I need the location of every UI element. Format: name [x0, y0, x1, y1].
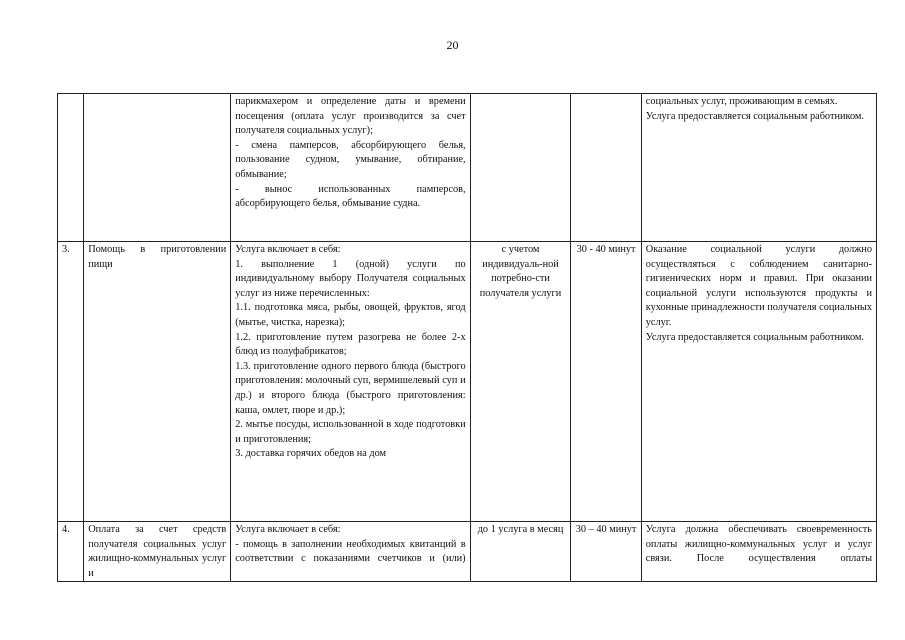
table-row-continuation — [58, 94, 877, 242]
cell-num: 3. — [58, 242, 84, 522]
cell-duration: 30 - 40 минут — [571, 242, 641, 522]
cell-volume: с учетом индивидуаль-ной потребно-сти получателя услуги — [470, 242, 571, 522]
cell-volume: до 1 услуга в месяц — [470, 522, 571, 582]
cell-num: 4. — [58, 522, 84, 582]
cell-conditions — [641, 522, 876, 582]
description-line: 1.2. приготовление путем разогрева не более 2-х блюд из полуфабрикатов; — [235, 331, 466, 358]
cell-description — [231, 94, 470, 242]
cell-service-name — [84, 94, 231, 242]
description-line: парикмахером и определение даты и времени посещения (оплата услуг производится за счет получателя социальных услуг); — [235, 96, 466, 137]
description-line: Услуга включает в себя: — [235, 244, 341, 255]
cell-description — [231, 242, 470, 522]
cell-description — [231, 522, 470, 582]
description-line: - вынос использованных памперсов, абсорбирующего белья, обмывание судна. — [235, 183, 466, 210]
conditions-line: социальных услуг, проживающим в семьях. — [645, 96, 838, 107]
cell-num — [58, 94, 84, 242]
conditions-line: Услуга должна обеспечивать своевременность оплаты жилищно-коммунальных услуг и услуг связи. После осуществления оплаты — [645, 524, 872, 565]
description-line: - смена памперсов, абсорбирующего белья, пользование судном, умывание, обтирание, обмывание; — [235, 139, 466, 180]
cell-conditions — [641, 242, 876, 522]
table-row-service-3 — [58, 242, 877, 522]
cell-conditions — [641, 94, 876, 242]
cell-service-name: Помощь в приготовлении пищи — [84, 242, 231, 522]
conditions-line: Услуга предоставляется социальным работником. — [645, 110, 864, 122]
description-line: 1.3. приготовление одного первого блюда (быстрого приготовления: молочный суп, вермишелевый суп и др.) и второго блюда (быстрого приготовления: каша, омлет, пюре и др.); — [235, 360, 466, 416]
page-number: 20 — [446, 38, 459, 52]
description-line: 2. мытье посуды, использованной в ходе подготовки и приготовления; — [235, 419, 466, 445]
cell-volume — [470, 94, 571, 242]
description-line: 3. доставка горячих обедов на дом — [235, 448, 387, 460]
description-line: - помощь в заполнении необходимых квитанций в соответствии с показаниями счетчиков и (или) — [235, 538, 466, 565]
description-line: Услуга включает в себя: — [235, 524, 341, 535]
services-table — [57, 93, 877, 582]
cell-duration — [571, 94, 641, 242]
description-line: 1. выполнение 1 (одной) услуги по индивидуальному выбору Получателя социальных услуг из ниже перечисленных: — [235, 258, 466, 299]
cell-duration: 30 – 40 минут — [571, 522, 641, 582]
conditions-line: Услуга предоставляется социальным работником. — [645, 331, 864, 343]
table-row-service-4 — [58, 522, 877, 582]
conditions-line: Оказание социальной услуги должно осуществляться с соблюдением санитарно-гигиенических норм и правил. При оказании социальной услуги используются продукты и кухонные принадлежности получателя социальных услуг. — [645, 244, 872, 328]
cell-service-name: Оплата за счет средств получателя социальных услуг жилищно-коммунальных услуг и — [84, 522, 231, 582]
description-line: 1.1. подготовка мяса, рыбы, овощей, фруктов, ягод (мытье, чистка, нарезка); — [235, 302, 466, 328]
